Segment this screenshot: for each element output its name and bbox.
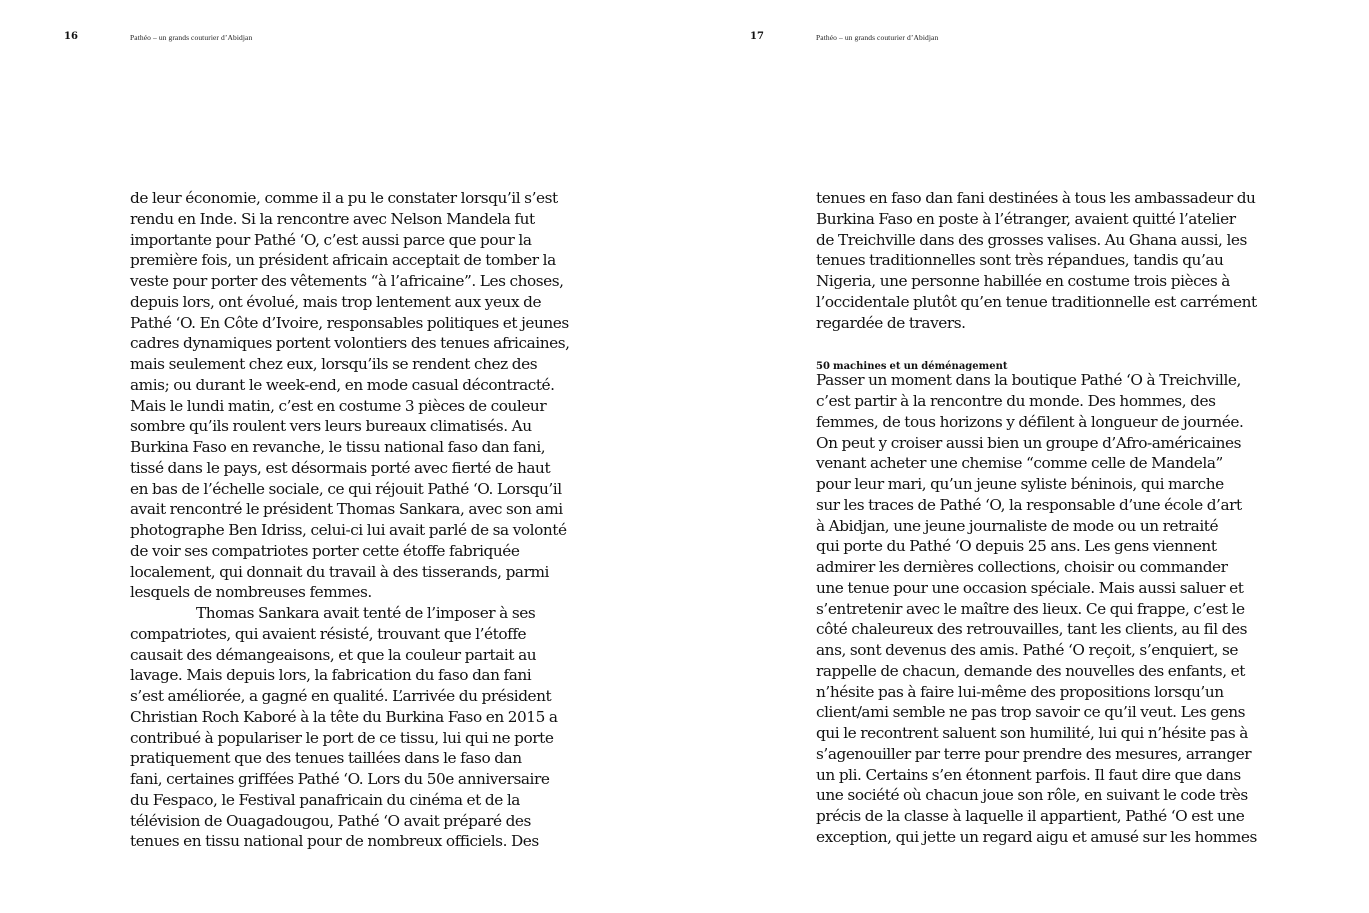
text-line: On peut y croiser aussi bien un groupe d’Afro-américaines [816, 433, 1241, 452]
running-head: Pathéo – un grands couturier d’Abidjan [130, 33, 253, 42]
text-line: première fois, un président africain acceptait de tomber la [130, 251, 556, 270]
text-line: tissé dans le pays, est désormais porté avec fierté de haut [130, 458, 551, 477]
text-line: de voir ses compatriotes porter cette étoffe fabriquée [130, 541, 520, 560]
text-line: cadres dynamiques portent volontiers des tenues africaines, [130, 334, 570, 353]
text-line: s’agenouiller par terre pour prendre des mesures, arranger [816, 744, 1252, 763]
text-line: de leur économie, comme il a pu le constater lorsqu’il s’est [130, 189, 558, 207]
paragraph [130, 603, 630, 852]
text-line: regardée de travers. [816, 313, 966, 332]
text-line: depuis lors, ont évolué, mais trop lentement aux yeux de [130, 292, 542, 311]
text-line: admirer les dernières collections, choisir ou commander [816, 558, 1228, 576]
page-number: 16 [64, 31, 78, 42]
text-line: qui porte du Pathé ‘O depuis 25 ans. Les gens viennent [816, 537, 1217, 556]
text-line: localement, qui donnait du travail à des tisserands, parmi [130, 562, 549, 581]
text-line: s’est améliorée, a gagné en qualité. L’arrivée du président [130, 687, 552, 705]
body-text [816, 188, 1316, 848]
text-line: n’hésite pas à faire lui-même des propositions lorsqu’un [816, 682, 1224, 701]
text-line: télévision de Ouagadougou, Pathé ‘O avait préparé des [130, 811, 531, 830]
running-head: Pathéo – un grands couturier d’Abidjan [816, 33, 939, 42]
text-line: client/ami semble ne pas trop savoir ce qu’il veut. Les gens [816, 703, 1246, 722]
text-line: femmes, de tous horizons y défilent à longueur de journée. [816, 412, 1244, 431]
section-heading: 50 machines et un déménagement [816, 361, 1008, 373]
text-line: contribué à populariser le port de ce tissu, lui qui ne porte [130, 728, 554, 747]
text-line: de Treichville dans des grosses valises. Au Ghana aussi, les [816, 230, 1247, 249]
text-line: tenues en faso dan fani destinées à tous les ambassadeur du [816, 189, 1256, 207]
text-line: pratiquement que des tenues taillées dans le faso dan [130, 749, 522, 768]
text-line: Thomas Sankara avait tenté de l’imposer à ses [196, 604, 536, 622]
text-line: Nigeria, une personne habillée en costume trois pièces à [816, 272, 1230, 290]
text-line: l’occidentale plutôt qu’en tenue traditionnelle est carrément [816, 292, 1257, 311]
text-line: Christian Roch Kaboré à la tête du Burkina Faso en 2015 a [130, 707, 558, 726]
text-line: sombre qu’ils roulent vers leurs bureaux climatisés. Au [130, 417, 532, 436]
text-line: venant acheter une chemise “comme celle de Mandela” [816, 454, 1223, 473]
text-line: exception, qui jette un regard aigu et amusé sur les hommes [816, 827, 1257, 846]
text-line: à Abidjan, une jeune journaliste de mode ou un retraité [816, 516, 1219, 535]
page-number: 17 [750, 31, 764, 42]
text-line: une société où chacun joue son rôle, en suivant le code très [816, 786, 1248, 805]
text-line: Mais le lundi matin, c’est en costume 3 pièces de couleur [130, 396, 547, 415]
text-line: Burkina Faso en poste à l’étranger, avaient quitté l’atelier [816, 209, 1236, 228]
text-line: lavage. Mais depuis lors, la fabrication du faso dan fani [130, 666, 532, 685]
text-line: avait rencontré le président Thomas Sankara, avec son ami [130, 500, 563, 519]
body-text [130, 188, 630, 852]
text-line: sur les traces de Pathé ‘O, la responsable d’une école d’art [816, 495, 1242, 514]
paragraph [130, 188, 630, 603]
paragraph [816, 370, 1316, 847]
paragraph [816, 188, 1316, 333]
text-line: causait des démangeaisons, et que la couleur partait au [130, 645, 537, 664]
text-line: mais seulement chez eux, lorsqu’ils se rendent chez des [130, 355, 538, 373]
text-line: tenues en tissu national pour de nombreux officiels. Des [130, 832, 539, 851]
text-line: lesquels de nombreuses femmes. [130, 583, 372, 602]
text-line: Burkina Faso en revanche, le tissu national faso dan fani, [130, 438, 546, 456]
text-line: c’est partir à la rencontre du monde. Des hommes, des [816, 392, 1216, 410]
text-line: fani, certaines griffées Pathé ‘O. Lors du 50e anniversaire [130, 770, 550, 788]
text-line: importante pour Pathé ‘O, c’est aussi parce que pour la [130, 230, 532, 249]
text-line: précis de la classe à laquelle il appartient, Pathé ‘O est une [816, 807, 1245, 825]
right-page [685, 0, 1369, 913]
text-line: photographe Ben Idriss, celui-ci lui avait parlé de sa volonté [130, 521, 567, 539]
text-line: pour leur mari, qu’un jeune syliste béninois, qui marche [816, 475, 1224, 493]
text-line: Pathé ‘O. En Côte d’Ivoire, responsables politiques et jeunes [130, 313, 569, 332]
text-line: un pli. Certains s’en étonnent parfois. Il faut dire que dans [816, 765, 1241, 784]
text-line: une tenue pour une occasion spéciale. Mais aussi saluer et [816, 578, 1244, 597]
text-line: en bas de l’échelle sociale, ce qui réjouit Pathé ‘O. Lorsqu’il [130, 479, 562, 498]
text-line: compatriotes, qui avaient résisté, trouvant que l’étoffe [130, 624, 527, 643]
text-line: s’entretenir avec le maître des lieux. Ce qui frappe, c’est le [816, 599, 1245, 618]
text-line: qui le recontrent saluent son humilité, lui qui n’hésite pas à [816, 724, 1248, 742]
left-page [0, 0, 684, 913]
text-line: côté chaleureux des retrouvailles, tant les clients, au fil des [816, 620, 1248, 639]
text-line: rappelle de chacun, demande des nouvelles des enfants, et [816, 661, 1245, 680]
text-line: tenues traditionnelles sont très répandues, tandis qu’au [816, 251, 1224, 270]
text-line: amis; ou durant le week-end, en mode casual décontracté. [130, 375, 555, 394]
text-line: Passer un moment dans la boutique Pathé ‘O à Treichville, [816, 371, 1241, 390]
text-line: veste pour porter des vêtements “à l’africaine”. Les choses, [130, 272, 564, 290]
text-line: ans, sont devenus des amis. Pathé ‘O reçoit, s’enquiert, se [816, 641, 1239, 659]
text-line: du Fespaco, le Festival panafricain du cinéma et de la [130, 790, 520, 809]
text-line: rendu en Inde. Si la rencontre avec Nelson Mandela fut [130, 209, 535, 228]
